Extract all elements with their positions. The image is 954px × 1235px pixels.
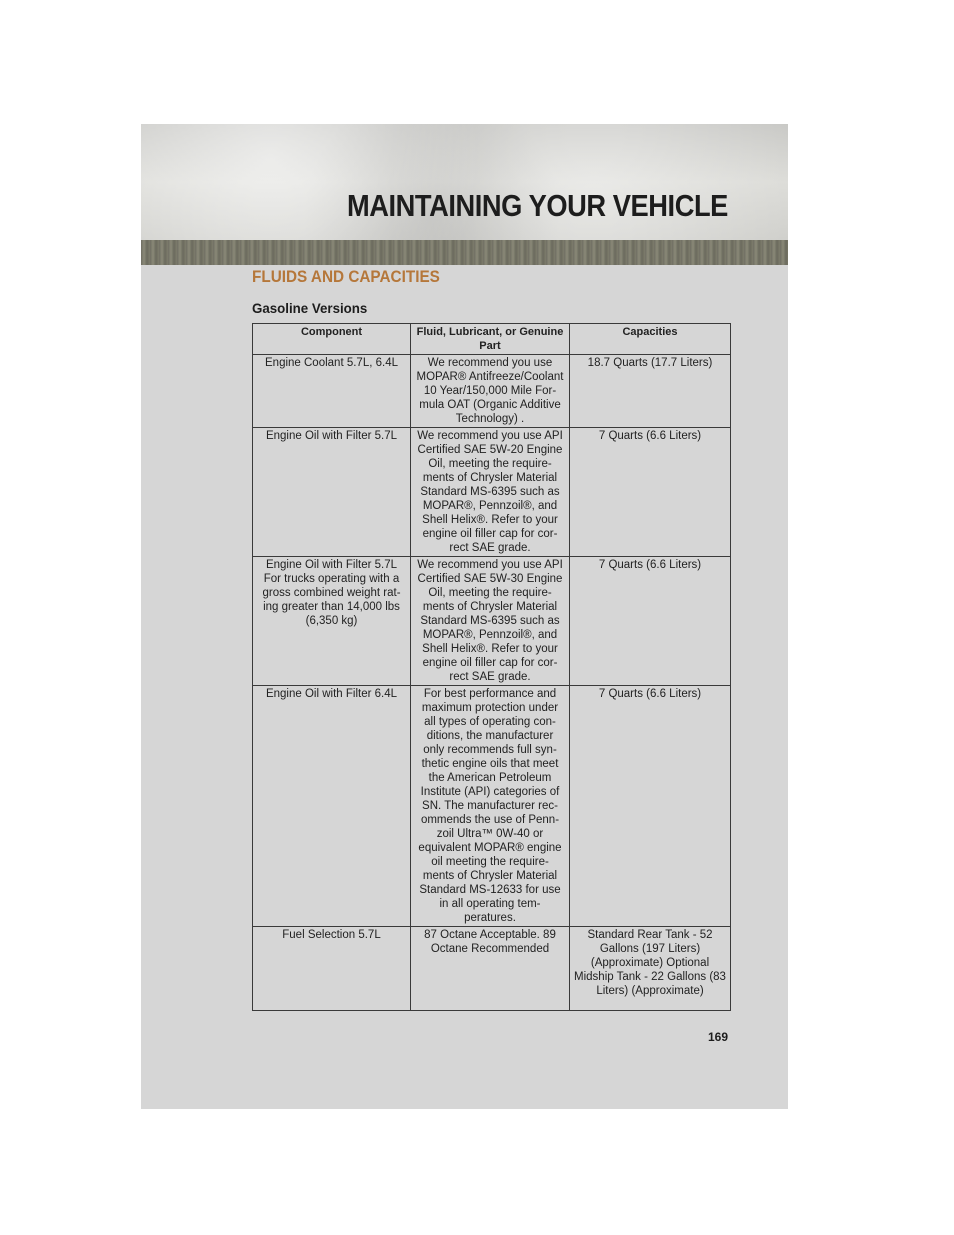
- cell-capacity: 7 Quarts (6.6 Liters): [570, 428, 731, 557]
- table-row: [253, 927, 731, 1011]
- table-row: [253, 557, 731, 686]
- header-banner: [141, 124, 788, 240]
- section-title: FLUIDS AND CAPACITIES: [252, 267, 440, 286]
- cell-component: Engine Oil with Filter 5.7L: [253, 428, 411, 557]
- cell-component: Fuel Selection 5.7L: [253, 927, 411, 1011]
- cell-component: Engine Oil with Filter 5.7L For trucks operating with a gross combined weight rat- ing greater than 14,000 lbs (6,350 kg): [253, 557, 411, 686]
- chapter-title: MAINTAINING YOUR VEHICLE: [347, 188, 728, 223]
- cell-capacity: 18.7 Quarts (17.7 Liters): [570, 355, 731, 428]
- cell-fluid: We recommend you use MOPAR® Antifreeze/Coolant 10 Year/150,000 Mile For- mula OAT (Organic Additive Technology) .: [411, 355, 570, 428]
- cell-component: Engine Coolant 5.7L, 6.4L: [253, 355, 411, 428]
- cell-capacity: 7 Quarts (6.6 Liters): [570, 557, 731, 686]
- column-header-capacities: Capacities: [570, 324, 731, 355]
- column-header-fluid: Fluid, Lubricant, or Genuine Part: [411, 324, 570, 355]
- table-row: [253, 686, 731, 927]
- cell-fluid: For best performance and maximum protection under all types of operating con- ditions, the manufacturer only recommends full syn- thetic engine oils that meet the American Petroleum Institute (API) categories of SN. The manufacturer rec- ommends the use of Penn- zoil Ultra™ 0W-40 or equivalent MOPAR® engine oil meeting the require- ments of Chrysler Material Standard MS-12633 for use in all operating tem- peratures.: [411, 686, 570, 927]
- cell-fluid: 87 Octane Acceptable. 89 Octane Recommended: [411, 927, 570, 1011]
- page-number: 169: [708, 1030, 729, 1044]
- column-header-component: Component: [253, 324, 411, 355]
- subsection-title: Gasoline Versions: [252, 300, 368, 316]
- table-header-row: [253, 324, 731, 355]
- cell-component: Engine Oil with Filter 6.4L: [253, 686, 411, 927]
- cell-capacity: 7 Quarts (6.6 Liters): [570, 686, 731, 927]
- manual-page: [141, 124, 788, 1109]
- table-row: [253, 355, 731, 428]
- cell-fluid: We recommend you use API Certified SAE 5W-30 Engine Oil, meeting the require- ments of Chrysler Material Standard MS-6395 such as MOPAR®, Pennzoil®, and Shell Helix®. Refer to your engine oil filler cap for cor- rect SAE grade.: [411, 557, 570, 686]
- cell-capacity: Standard Rear Tank - 52 Gallons (197 Liters) (Approximate) Optional Midship Tank - 22 Gallons (83 Liters) (Approximate): [570, 927, 731, 1011]
- fluids-capacities-table: [252, 323, 731, 1011]
- cell-fluid: We recommend you use API Certified SAE 5W-20 Engine Oil, meeting the require- ments of Chrysler Material Standard MS-6395 such as MOPAR®, Pennzoil®, and Shell Helix®. Refer to your engine oil filler cap for cor- rect SAE grade.: [411, 428, 570, 557]
- header-stripe: [141, 240, 788, 265]
- table-row: [253, 428, 731, 557]
